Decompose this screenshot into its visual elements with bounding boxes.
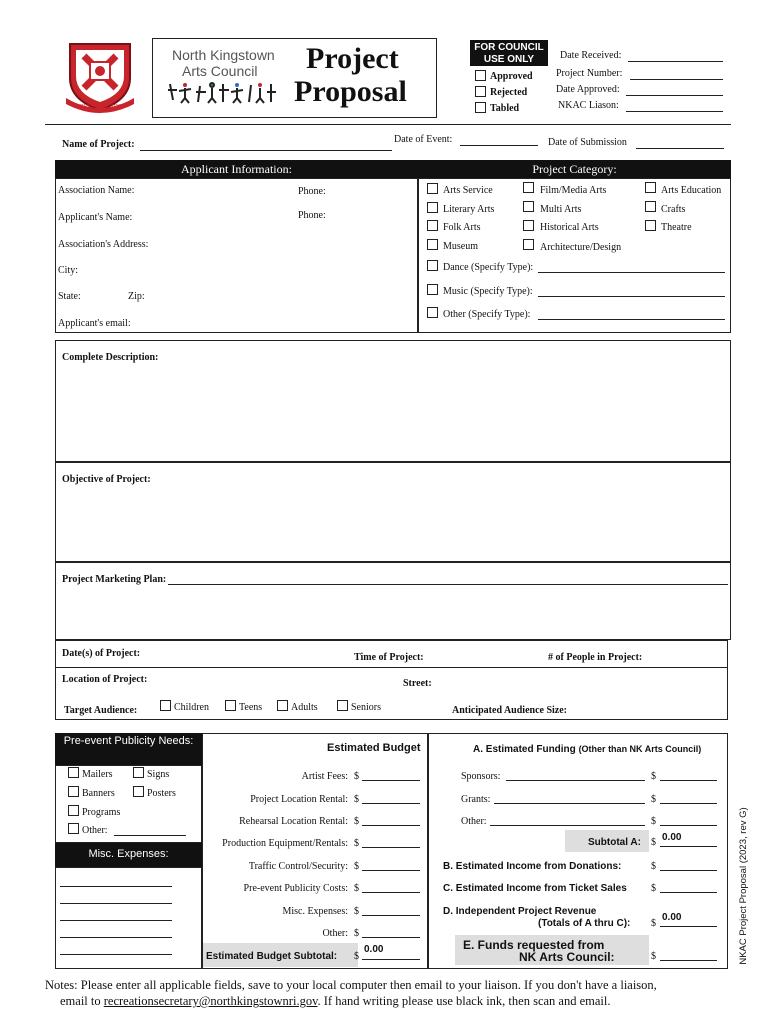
subtotal-a-dollar: $ bbox=[651, 837, 656, 848]
grants-label: Grants: bbox=[461, 794, 491, 805]
ticket-sales-dollar: $ bbox=[651, 883, 656, 894]
independent-revenue-label-1: D. Independent Project Revenue bbox=[443, 906, 597, 917]
banners-label: Banners bbox=[82, 788, 115, 799]
multi-arts-label: Multi Arts bbox=[540, 204, 582, 215]
funding-other-line[interactable] bbox=[490, 825, 645, 826]
target-audience-label: Target Audience: bbox=[64, 705, 138, 716]
org-name-line2: Arts Council bbox=[182, 63, 258, 79]
category-heading: Project Category: bbox=[532, 162, 617, 176]
grants-amount-line[interactable] bbox=[660, 803, 717, 804]
budget-other-dollar: $ bbox=[354, 928, 359, 939]
budget-subtotal-value[interactable]: 0.00 bbox=[364, 944, 384, 955]
banners-checkbox[interactable] bbox=[68, 786, 79, 797]
street-label: Street: bbox=[403, 678, 432, 689]
programs-label: Programs bbox=[82, 807, 121, 818]
notes-line1: Notes: Please enter all applicable fields, save to your local computer then email to your liaison. If you don't have a liaison, bbox=[45, 978, 657, 992]
independent-revenue-value[interactable]: 0.00 bbox=[662, 912, 682, 923]
title-project: Project bbox=[306, 42, 399, 75]
misc-expenses-dollar: $ bbox=[354, 906, 359, 917]
literary-arts-label: Literary Arts bbox=[443, 204, 495, 215]
donations-line[interactable] bbox=[660, 870, 717, 871]
multi-arts-checkbox[interactable] bbox=[523, 201, 534, 212]
historical-arts-checkbox[interactable] bbox=[523, 220, 534, 231]
tabled-label: Tabled bbox=[490, 103, 520, 114]
crafts-checkbox[interactable] bbox=[645, 201, 656, 212]
film-media-checkbox[interactable] bbox=[523, 182, 534, 193]
anticipated-size-label: Anticipated Audience Size: bbox=[452, 705, 567, 716]
org-name-line1: North Kingstown bbox=[172, 47, 275, 63]
production-equipment-line[interactable] bbox=[362, 847, 420, 848]
misc-line-2[interactable] bbox=[60, 903, 172, 904]
phone2-label: Phone: bbox=[298, 210, 326, 221]
crafts-label: Crafts bbox=[661, 204, 686, 215]
artist-fees-line[interactable] bbox=[362, 780, 420, 781]
rehearsal-location-dollar: $ bbox=[354, 816, 359, 827]
details-divider bbox=[55, 667, 728, 668]
music-line[interactable] bbox=[538, 296, 725, 297]
arts-education-checkbox[interactable] bbox=[645, 182, 656, 193]
date-approved-label: Date Approved: bbox=[556, 84, 620, 95]
tabled-checkbox[interactable] bbox=[475, 102, 486, 113]
dates-of-project-label: Date(s) of Project: bbox=[62, 648, 141, 659]
ticket-sales-label: C. Estimated Income from Ticket Sales bbox=[443, 883, 627, 894]
budget-subtotal-line bbox=[362, 959, 420, 960]
address-label: Association's Address: bbox=[58, 239, 149, 250]
marketing-label: Project Marketing Plan: bbox=[62, 574, 167, 585]
independent-revenue-label-2: (Totals of A thru C): bbox=[538, 918, 631, 929]
misc-line-5[interactable] bbox=[60, 954, 172, 955]
date-of-submission-label: Date of Submission bbox=[548, 137, 627, 148]
folk-arts-checkbox[interactable] bbox=[427, 220, 438, 231]
council-heading-1: FOR COUNCIL bbox=[474, 42, 544, 53]
film-media-label: Film/Media Arts bbox=[540, 185, 607, 196]
rehearsal-location-label: Rehearsal Location Rental: bbox=[239, 816, 348, 827]
signs-label: Signs bbox=[147, 769, 170, 780]
donations-dollar: $ bbox=[651, 861, 656, 872]
production-equipment-dollar: $ bbox=[354, 838, 359, 849]
music-checkbox[interactable] bbox=[427, 284, 438, 295]
applicant-box bbox=[55, 178, 418, 333]
music-label: Music (Specify Type): bbox=[443, 286, 533, 297]
rejected-checkbox[interactable] bbox=[475, 86, 486, 97]
funding-heading-text: A. Estimated Funding bbox=[473, 744, 576, 755]
crest-logo bbox=[62, 38, 138, 114]
budget-subtotal-label: Estimated Budget Subtotal: bbox=[206, 951, 338, 962]
independent-revenue-dollar: $ bbox=[651, 918, 656, 929]
nkac-liason-line[interactable] bbox=[626, 111, 723, 112]
city-label: City: bbox=[58, 265, 79, 276]
sponsors-amount-line[interactable] bbox=[660, 780, 717, 781]
artist-fees-label: Artist Fees: bbox=[301, 771, 348, 782]
rehearsal-location-line[interactable] bbox=[362, 825, 420, 826]
funding-heading-note: (Other than NK Arts Council) bbox=[578, 744, 702, 754]
misc-line-1[interactable] bbox=[60, 886, 172, 887]
dance-checkbox[interactable] bbox=[427, 260, 438, 271]
notes-line2-pre: email to bbox=[60, 994, 104, 1008]
ticket-sales-line[interactable] bbox=[660, 892, 717, 893]
children-label: Children bbox=[174, 702, 209, 713]
applicants-name-label: Applicant's Name: bbox=[58, 212, 133, 223]
description-label: Complete Description: bbox=[62, 352, 159, 363]
publicity-heading: Pre-event Publicity Needs: bbox=[63, 735, 194, 747]
other-publicity-label: Other: bbox=[82, 825, 108, 836]
state-label: State: bbox=[58, 291, 81, 302]
adults-label: Adults bbox=[291, 702, 318, 713]
misc-heading: Misc. Expenses: bbox=[88, 848, 169, 860]
independent-revenue-line bbox=[660, 926, 717, 927]
funds-requested-label-1: E. Funds requested from bbox=[463, 938, 605, 952]
architecture-label: Architecture/Design bbox=[540, 242, 622, 253]
funds-requested-label-2: NK Arts Council: bbox=[519, 950, 615, 964]
sponsors-label: Sponsors: bbox=[461, 771, 501, 782]
phone1-label: Phone: bbox=[298, 186, 326, 197]
seniors-checkbox[interactable] bbox=[337, 700, 348, 711]
teens-checkbox[interactable] bbox=[225, 700, 236, 711]
other-category-label: Other (Specify Type): bbox=[443, 309, 531, 320]
other-category-checkbox[interactable] bbox=[427, 307, 438, 318]
subtotal-a-label: Subtotal A: bbox=[588, 837, 641, 848]
people-in-project-label: # of People in Project: bbox=[548, 652, 643, 663]
posters-checkbox[interactable] bbox=[133, 786, 144, 797]
dance-line[interactable] bbox=[538, 272, 725, 273]
funds-requested-line[interactable] bbox=[660, 960, 717, 961]
liaison-email-link[interactable]: recreationsecretary@northkingstownri.gov bbox=[103, 994, 318, 1008]
name-of-project-line[interactable] bbox=[140, 150, 392, 151]
folk-arts-label: Folk Arts bbox=[443, 222, 481, 233]
time-of-project-label: Time of Project: bbox=[354, 652, 424, 663]
objective-box[interactable] bbox=[55, 462, 731, 562]
other-publicity-checkbox[interactable] bbox=[68, 823, 79, 834]
funds-requested-dollar: $ bbox=[651, 951, 656, 962]
children-checkbox[interactable] bbox=[160, 700, 171, 711]
publicity-costs-label: Pre-event Publicity Costs: bbox=[243, 883, 348, 894]
crest-label: NORTH KINGSTOWN bbox=[76, 104, 126, 110]
marketing-underline bbox=[168, 584, 728, 585]
header-divider bbox=[45, 124, 731, 125]
arts-education-label: Arts Education bbox=[661, 185, 722, 196]
subtotal-a-line bbox=[660, 846, 717, 847]
programs-checkbox[interactable] bbox=[68, 805, 79, 816]
seniors-label: Seniors bbox=[351, 702, 381, 713]
funding-other-dollar: $ bbox=[651, 816, 656, 827]
traffic-control-line[interactable] bbox=[362, 870, 420, 871]
theatre-label: Theatre bbox=[661, 222, 692, 233]
budget-other-line[interactable] bbox=[362, 937, 420, 938]
funding-other-label: Other: bbox=[461, 816, 487, 827]
historical-arts-label: Historical Arts bbox=[540, 222, 599, 233]
date-approved-line[interactable] bbox=[626, 95, 723, 96]
misc-expenses-line[interactable] bbox=[362, 915, 420, 916]
artist-fees-dollar: $ bbox=[354, 771, 359, 782]
architecture-checkbox[interactable] bbox=[523, 239, 534, 250]
funding-heading bbox=[473, 744, 701, 755]
council-heading-2: USE ONLY bbox=[483, 54, 535, 65]
side-note: NKAC Project Proposal (2023, rev G) bbox=[738, 807, 749, 965]
grants-line[interactable] bbox=[494, 803, 645, 804]
publicity-costs-line[interactable] bbox=[362, 892, 420, 893]
mailers-checkbox[interactable] bbox=[68, 767, 79, 778]
approved-label: Approved bbox=[490, 71, 533, 82]
traffic-control-label: Traffic Control/Security: bbox=[248, 861, 348, 872]
museum-label: Museum bbox=[443, 241, 478, 252]
applicant-heading: Applicant Information: bbox=[181, 162, 292, 176]
budget-subtotal-dollar: $ bbox=[354, 951, 359, 962]
donations-label: B. Estimated Income from Donations: bbox=[443, 861, 622, 872]
association-name-label: Association Name: bbox=[58, 185, 135, 196]
sponsors-line[interactable] bbox=[506, 780, 645, 781]
zip-label: Zip: bbox=[128, 291, 145, 302]
teens-label: Teens bbox=[239, 702, 263, 713]
adults-checkbox[interactable] bbox=[277, 700, 288, 711]
location-of-project-label: Location of Project: bbox=[62, 674, 148, 685]
project-location-line[interactable] bbox=[362, 803, 420, 804]
misc-line-3[interactable] bbox=[60, 920, 172, 921]
arts-service-checkbox[interactable] bbox=[427, 183, 438, 194]
project-location-dollar: $ bbox=[354, 794, 359, 805]
theatre-checkbox[interactable] bbox=[645, 220, 656, 231]
other-publicity-line[interactable] bbox=[114, 835, 186, 836]
notes-line2-post: . If hand writing please use black ink, then scan and email. bbox=[317, 994, 611, 1008]
approved-checkbox[interactable] bbox=[475, 70, 486, 81]
date-received-line[interactable] bbox=[628, 61, 723, 62]
nkac-liason-label: NKAC Liason: bbox=[558, 100, 619, 111]
publicity-costs-dollar: $ bbox=[354, 883, 359, 894]
other-category-line[interactable] bbox=[538, 319, 725, 320]
objective-label: Objective of Project: bbox=[62, 474, 151, 485]
budget-other-label: Other: bbox=[322, 928, 348, 939]
project-number-label: Project Number: bbox=[556, 68, 623, 79]
arts-service-label: Arts Service bbox=[443, 185, 493, 196]
name-of-project-label: Name of Project: bbox=[62, 139, 135, 150]
budget-heading: Estimated Budget bbox=[327, 742, 421, 754]
sponsors-dollar: $ bbox=[651, 771, 656, 782]
traffic-control-dollar: $ bbox=[354, 861, 359, 872]
date-of-event-line[interactable] bbox=[460, 145, 538, 146]
dancers-graphic bbox=[165, 80, 280, 104]
notes-line2 bbox=[60, 994, 610, 1009]
date-of-event-label: Date of Event: bbox=[394, 134, 453, 145]
funding-other-amount-line[interactable] bbox=[660, 825, 717, 826]
museum-checkbox[interactable] bbox=[427, 239, 438, 250]
production-equipment-label: Production Equipment/Rentals: bbox=[222, 838, 348, 849]
grants-dollar: $ bbox=[651, 794, 656, 805]
misc-line-4[interactable] bbox=[60, 937, 172, 938]
signs-checkbox[interactable] bbox=[133, 767, 144, 778]
rejected-label: Rejected bbox=[490, 87, 528, 98]
mailers-label: Mailers bbox=[82, 769, 113, 780]
date-received-label: Date Received: bbox=[560, 50, 622, 61]
date-of-submission-line[interactable] bbox=[636, 148, 724, 149]
subtotal-a-value[interactable]: 0.00 bbox=[662, 832, 682, 843]
posters-label: Posters bbox=[147, 788, 176, 799]
literary-arts-checkbox[interactable] bbox=[427, 202, 438, 213]
dance-label: Dance (Specify Type): bbox=[443, 262, 534, 273]
project-location-label: Project Location Rental: bbox=[250, 794, 348, 805]
project-number-line[interactable] bbox=[630, 79, 723, 80]
email-label: Applicant's email: bbox=[58, 318, 131, 329]
misc-expenses-label: Misc. Expenses: bbox=[282, 906, 348, 917]
title-proposal: Proposal bbox=[294, 75, 407, 108]
